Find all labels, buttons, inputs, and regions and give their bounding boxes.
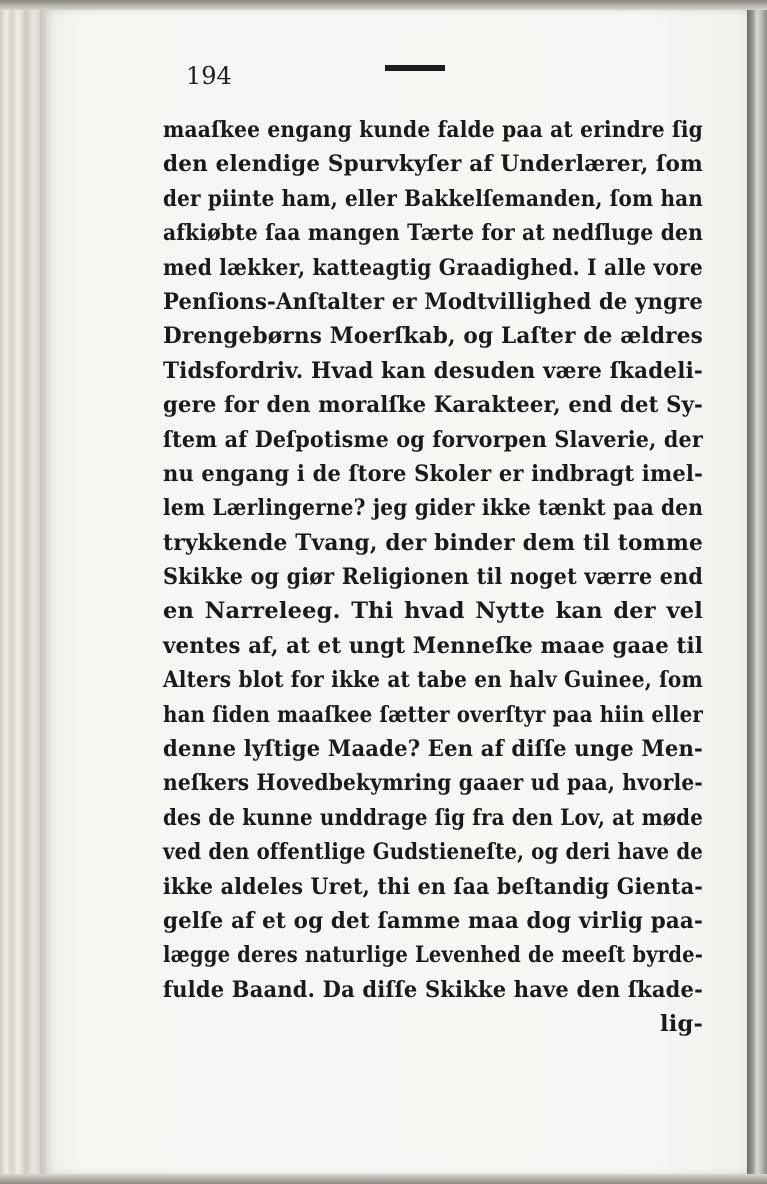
text-line: nu engang i de ſtore Skoler er indbragt imel- [163, 460, 704, 487]
text-line: denne lyſtige Maade? Een af diſſe unge Men- [163, 736, 704, 763]
text-line: Drengebørns Moerſkab, og Laſter de ældres [163, 323, 703, 350]
page-right-edge [747, 0, 767, 1184]
text-line: lægge deres naturlige Levenhed de meeſt byrde- [163, 942, 704, 969]
text-line: den elendige Spurvkyſer af Underlærer, ſom [163, 151, 703, 178]
text-line: med lækker, katteagtig Graadighed. I alle vore [163, 254, 703, 281]
text-line: lem Lærlingerne? jeg gider ikke tænkt paa den [163, 495, 704, 522]
text-line: neſkers Hovedbekymring gaaer ud paa, hvorle- [163, 770, 703, 797]
text-line: ikke aldeles Uret, thi en ſaa beſtandig Gienta- [163, 873, 703, 900]
text-line: Skikke og giør Religionen til noget værre end [163, 564, 704, 591]
text-line: der piinte ham, eller Bakkelſemanden, ſom han [163, 185, 703, 212]
text-line: en Narreleeg. Thi hvad Nytte kan der vel [163, 598, 703, 625]
text-line: ventes af, at et ungt Menneſke maae gaae til [163, 632, 704, 659]
text-line: Tidsfordriv. Hvad kan desuden være ſkadeli- [163, 357, 704, 384]
text-line: afkiøbte ſaa mangen Tærte for at nedſluge den [163, 220, 703, 247]
text-line: Alters blot for ikke at tabe en halv Guinee, ſom [163, 667, 703, 694]
text-line: des de kunne unddrage ſig fra den Lov, at møde [163, 804, 704, 831]
text-line: gelſe af et og det ſamme maa dog virlig paa- [163, 907, 704, 934]
text-line: ſtem af Deſpotisme og forvorpen Slaverie, der [163, 426, 703, 453]
text-line: maaſkee engang kunde falde paa at erindre ſig [163, 117, 703, 143]
catchword: lig- [660, 1011, 703, 1038]
text-line: Penſions-Anſtalter er Modtvillighed de yngre [163, 288, 703, 315]
page-bottom-edge [0, 1174, 767, 1184]
header-rule [385, 65, 445, 71]
page-number: 194 [186, 62, 232, 90]
text-line: trykkende Tvang, der binder dem til tomme [163, 529, 703, 556]
text-line: han ſiden maaſkee ſætter overſtyr paa hiin eller [163, 701, 703, 728]
page-top-edge [0, 0, 767, 10]
body-text [163, 113, 703, 1042]
text-line: fulde Baand. Da diſſe Skikke have den ſkade- [163, 976, 703, 1003]
text-line: ved den offentlige Gudstieneſte, og deri have de [163, 839, 704, 866]
text-line: gere for den moralſke Karakteer, end det Sy- [163, 392, 704, 419]
